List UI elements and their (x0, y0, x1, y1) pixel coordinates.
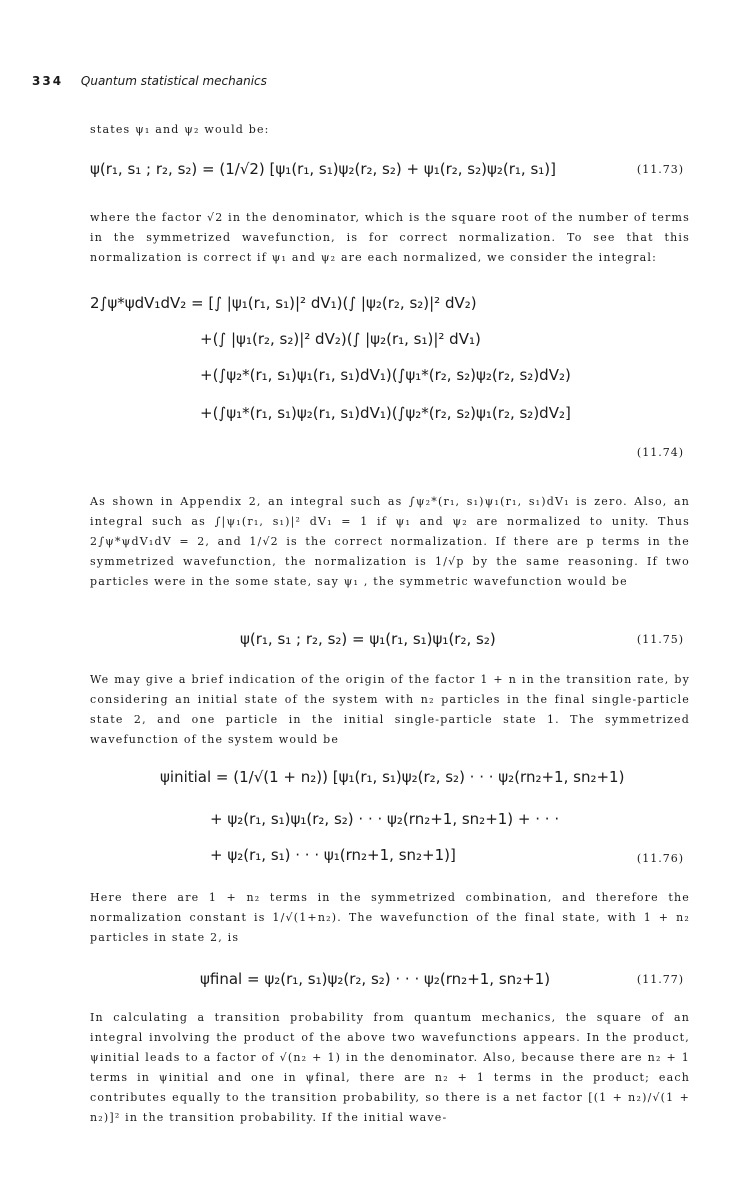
equation-11-73: ψ(r₁, s₁ ; r₂, s₂) = (1/√2) [ψ₁(r₁, s₁)ψ₂(r₂, s₂) + ψ₁(r₂, s₂)ψ₂(r₁, s₁)] (90, 160, 556, 178)
equation-number-11-73: (11.73) (636, 163, 684, 176)
equation-number-11-74: (11.74) (636, 446, 684, 459)
running-title: Quantum statistical mechanics (80, 74, 267, 88)
equation-11-74-line-1: 2∫ψ*ψdV₁dV₂ = [∫ |ψ₁(r₁, s₁)|² dV₁)(∫ |ψ₂(r₂, s₂)|² dV₂) (90, 294, 477, 312)
paragraph-final-state: Here there are 1 + n₂ terms in the symmetrized combination, and therefore the normalization constant is 1/√(1+n₂). The wavefunction of the final state, with 1 + n₂ particles in state 2, is (90, 891, 690, 944)
intro-text: states ψ₁ and ψ₂ would be: (90, 123, 270, 136)
equation-number-11-75: (11.75) (636, 633, 684, 646)
equation-number-11-76: (11.76) (636, 852, 684, 865)
equation-number-11-77: (11.77) (636, 973, 684, 986)
equation-11-76-line-2: + ψ₂(r₁, s₁)ψ₁(r₂, s₂) · · · ψ₂(rn₂+1, sn₂+1) + · · · (210, 810, 560, 828)
paragraph-transition-rate: We may give a brief indication of the origin of the factor 1 + n in the transition rate, by considering an initial state of the system with n₂ particles in the final single-particle state 2, and one particle in the initial single-particle state 1. The symmetrized wavefunction of the system would be (90, 673, 690, 746)
equation-11-76-line-1: ψinitial = (1/√(1 + n₂)) [ψ₁(r₁, s₁)ψ₂(r₂, s₂) · · · ψ₂(rn₂+1, sn₂+1) (160, 768, 625, 786)
page-number: 334 (32, 74, 64, 88)
paragraph-appendix: As shown in Appendix 2, an integral such as ∫ψ₂*(r₁, s₁)ψ₁(r₁, s₁)dV₁ is zero. Also, an integral such as ∫|ψ₁(r₁, s₁)|² dV₁ = 1 if ψ₁ and ψ₂ are normalized to unity. Thus 2∫ψ*ψdV₁dV = 2, and 1/√2 is the correct normalization. If there are p terms in the symmetrized wavefunction, the normalization is 1/√p by the same reasoning. If two particles were in the some state, say ψ₁ , the symmetric wavefunction would be (90, 495, 690, 588)
paragraph-normalization: where the factor √2 in the denominator, which is the square root of the number of terms in the symmetrized wavefunction, is for correct normalization. To see that this normalization is correct if ψ₁ and ψ₂ are each normalized, we consider the integral: (90, 211, 690, 264)
equation-11-75: ψ(r₁, s₁ ; r₂, s₂) = ψ₁(r₁, s₁)ψ₁(r₂, s₂) (240, 630, 496, 648)
equation-11-74-line-4: +(∫ψ₁*(r₁, s₁)ψ₂(r₁, s₁)dV₁)(∫ψ₂*(r₂, s₂)ψ₁(r₂, s₂)dV₂] (200, 404, 571, 422)
equation-11-77: ψfinal = ψ₂(r₁, s₁)ψ₂(r₂, s₂) · · · ψ₂(rn₂+1, sn₂+1) (200, 970, 551, 988)
paragraph-transition-probability: In calculating a transition probability from quantum mechanics, the square of an integral involving the product of the above two wavefunctions appears. In the product, ψinitial leads to a factor of √(n₂ + 1) in the denominator. Also, because there are n₂ + 1 terms in ψinitial and one in ψfinal, there are n₂ + 1 terms in the product; each contributes equally to the transition probability, so there is a net factor [(1 + n₂)/√(1 + n₂)]² in the transition probability. If the initial wave- (90, 1011, 690, 1124)
equation-11-74-line-3: +(∫ψ₂*(r₁, s₁)ψ₁(r₁, s₁)dV₁)(∫ψ₁*(r₂, s₂)ψ₂(r₂, s₂)dV₂) (200, 366, 571, 384)
equation-11-76-line-3: + ψ₂(r₁, s₁) · · · ψ₁(rn₂+1, sn₂+1)] (210, 846, 456, 864)
page-header (32, 74, 267, 88)
equation-11-74-line-2: +(∫ |ψ₁(r₂, s₂)|² dV₂)(∫ |ψ₂(r₁, s₁)|² dV₁) (200, 330, 481, 348)
